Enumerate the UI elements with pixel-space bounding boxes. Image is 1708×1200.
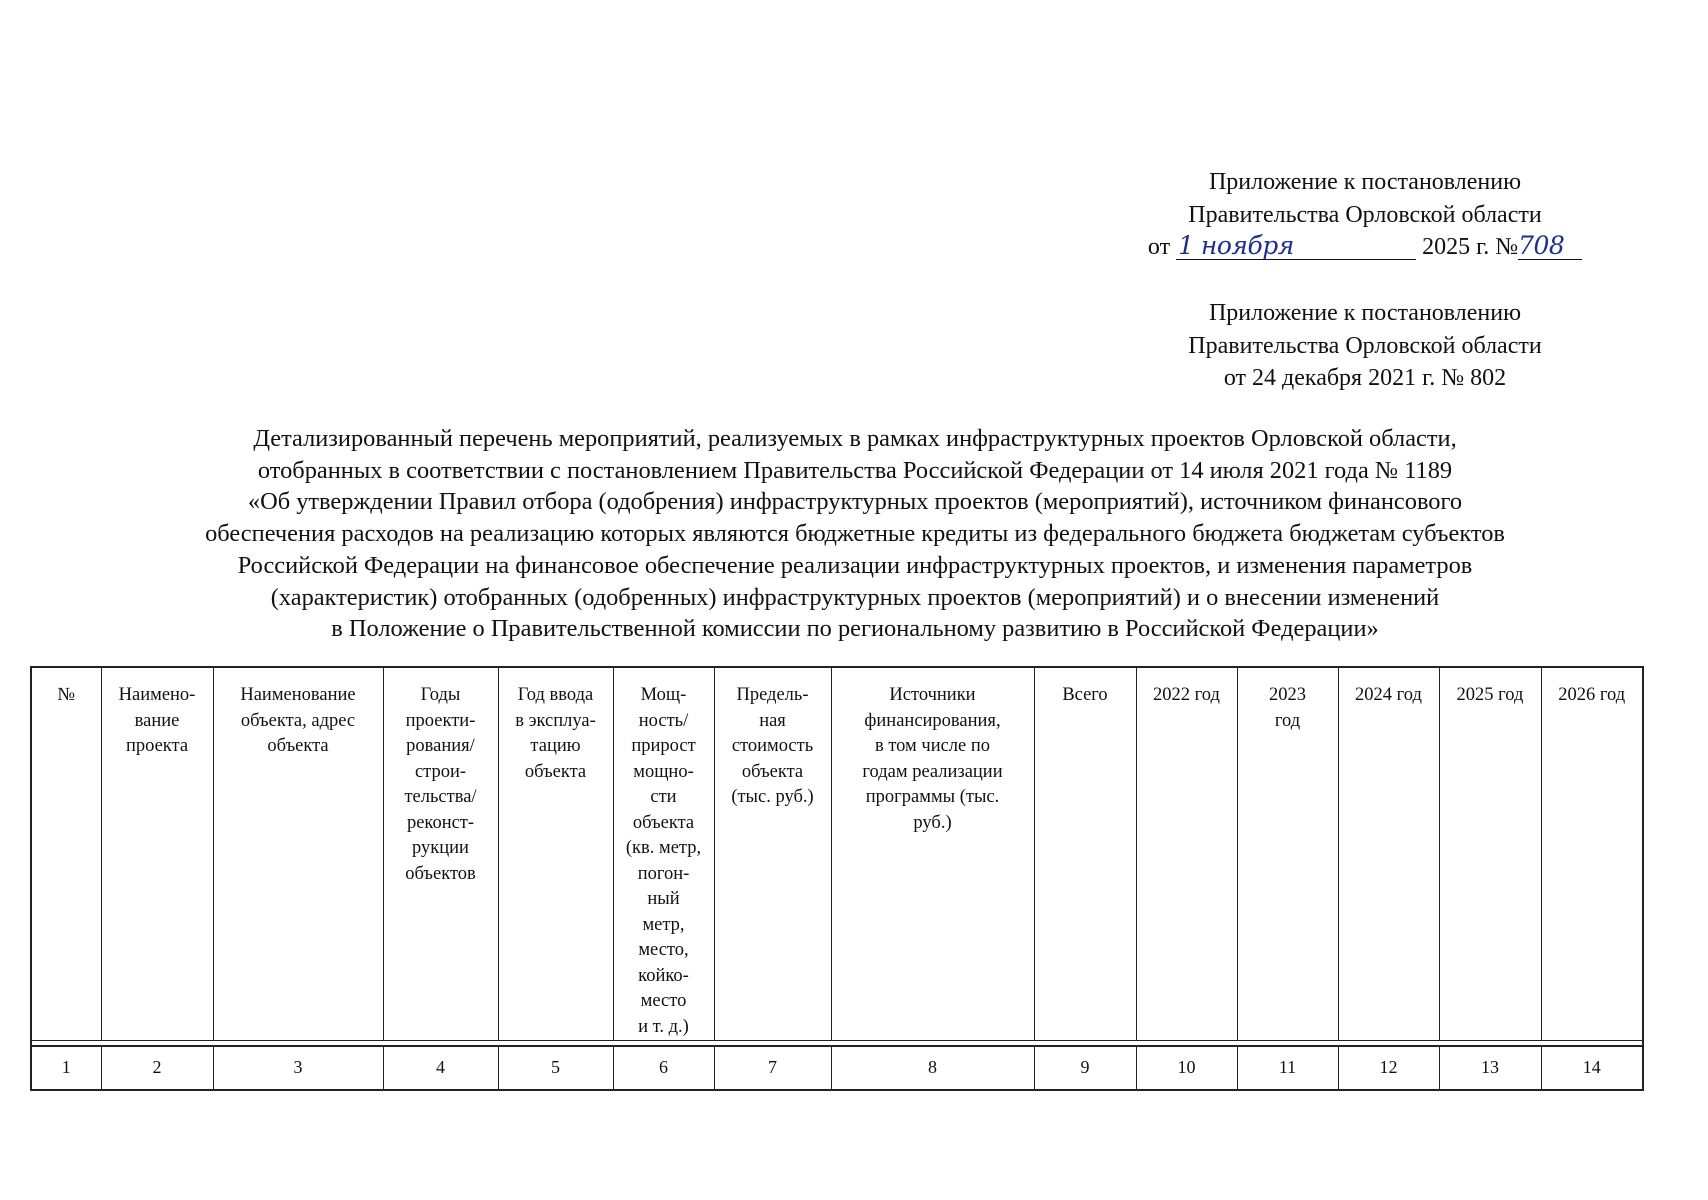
- column-number-cell: 11: [1237, 1046, 1338, 1090]
- column-number-cell: 6: [613, 1046, 714, 1090]
- column-number-cell: 13: [1439, 1046, 1541, 1090]
- column-number-cell: 9: [1034, 1046, 1136, 1090]
- appendix-new-line1: Приложение к постановлению: [1208, 169, 1522, 195]
- header-cell-commission-year: Год ввода в эксплуа- тацию объекта: [498, 667, 613, 1041]
- appendix-new-block: [1135, 166, 1595, 264]
- column-number-cell: 10: [1136, 1046, 1237, 1090]
- header-cell-number: №: [31, 667, 101, 1041]
- appendix-old-line1: Приложение к постановлению: [1208, 300, 1522, 326]
- header-cell-project-name: Наимено- вание проекта: [101, 667, 213, 1041]
- header-cell-design-years: Годы проекти- рования/ строи- тельства/ реконст- рукции объектов: [383, 667, 498, 1041]
- column-number-cell: 8: [831, 1046, 1034, 1090]
- document-title: [40, 423, 1670, 645]
- header-cell-2025: 2025 год: [1439, 667, 1541, 1041]
- column-number-cell: 12: [1338, 1046, 1439, 1090]
- column-number-cell: 5: [498, 1046, 613, 1090]
- header-cell-2026: 2026 год: [1541, 667, 1643, 1041]
- title-line: обеспечения расходов на реализацию которых являются бюджетные кредиты из федерального бюджета бюджетам субъектов: [205, 520, 1505, 548]
- title-line: «Об утверждении Правил отбора (одобрения) инфраструктурных проектов (мероприятий), источником финансового: [247, 488, 1463, 516]
- handwritten-date: 1 ноября: [1176, 233, 1416, 260]
- title-line: Детализированный перечень мероприятий, реализуемых в рамках инфраструктурных проектов Орловской области,: [253, 425, 1457, 452]
- objects-table: [30, 666, 1644, 1091]
- column-number-cell: 14: [1541, 1046, 1643, 1090]
- header-cell-funding-sources: Источники финансирования, в том числе по годам реализации программы (тыс. руб.): [831, 667, 1034, 1041]
- column-number-cell: 1: [31, 1046, 101, 1090]
- appendix-old-line2: Правительства Орловской области: [1188, 332, 1542, 359]
- title-line: в Положение о Правительственной комиссии по региональному развитию в Российской Федерации»: [331, 615, 1379, 643]
- header-cell-total: Всего: [1034, 667, 1136, 1041]
- appendix-old-block: [1135, 297, 1595, 395]
- title-line: отобранных в соответствии с постановлением Правительства Российской Федерации от 14 июля 2021 года № 1189: [257, 456, 1453, 484]
- appendix-new-date-line: [1135, 231, 1595, 264]
- header-cell-max-cost: Предель- ная стоимость объекта (тыс. руб.): [714, 667, 831, 1041]
- header-cell-object-name: Наименование объекта, адрес объекта: [213, 667, 383, 1041]
- column-number-row: [31, 1046, 1643, 1090]
- appendix-new-prefix: от: [1147, 234, 1171, 260]
- header-cell-2023: 2023 год: [1237, 667, 1338, 1041]
- column-number-cell: 4: [383, 1046, 498, 1090]
- column-number-cell: 3: [213, 1046, 383, 1090]
- handwritten-number: 708: [1518, 233, 1582, 260]
- appendix-old-line3: от 24 декабря 2021 г. № 802: [1223, 365, 1507, 391]
- column-number-cell: 7: [714, 1046, 831, 1090]
- header-cell-2022: 2022 год: [1136, 667, 1237, 1041]
- appendix-new-line2: Правительства Орловской области: [1188, 201, 1542, 228]
- column-number-cell: 2: [101, 1046, 213, 1090]
- appendix-new-year: 2025 г. №: [1422, 234, 1519, 260]
- title-line: Российской Федерации на финансовое обеспечение реализации инфраструктурных проектов, и изменения параметров: [237, 551, 1473, 579]
- table-header-row: [31, 667, 1643, 1041]
- header-cell-capacity: Мощ- ность/ прирост мощно- сти объекта (кв. метр, погон- ный метр, место, койко- место и т. д.): [613, 667, 714, 1041]
- title-line: (характеристик) отобранных (одобренных) инфраструктурных проектов (мероприятий) и о внесении изменений: [270, 583, 1440, 611]
- header-cell-2024: 2024 год: [1338, 667, 1439, 1041]
